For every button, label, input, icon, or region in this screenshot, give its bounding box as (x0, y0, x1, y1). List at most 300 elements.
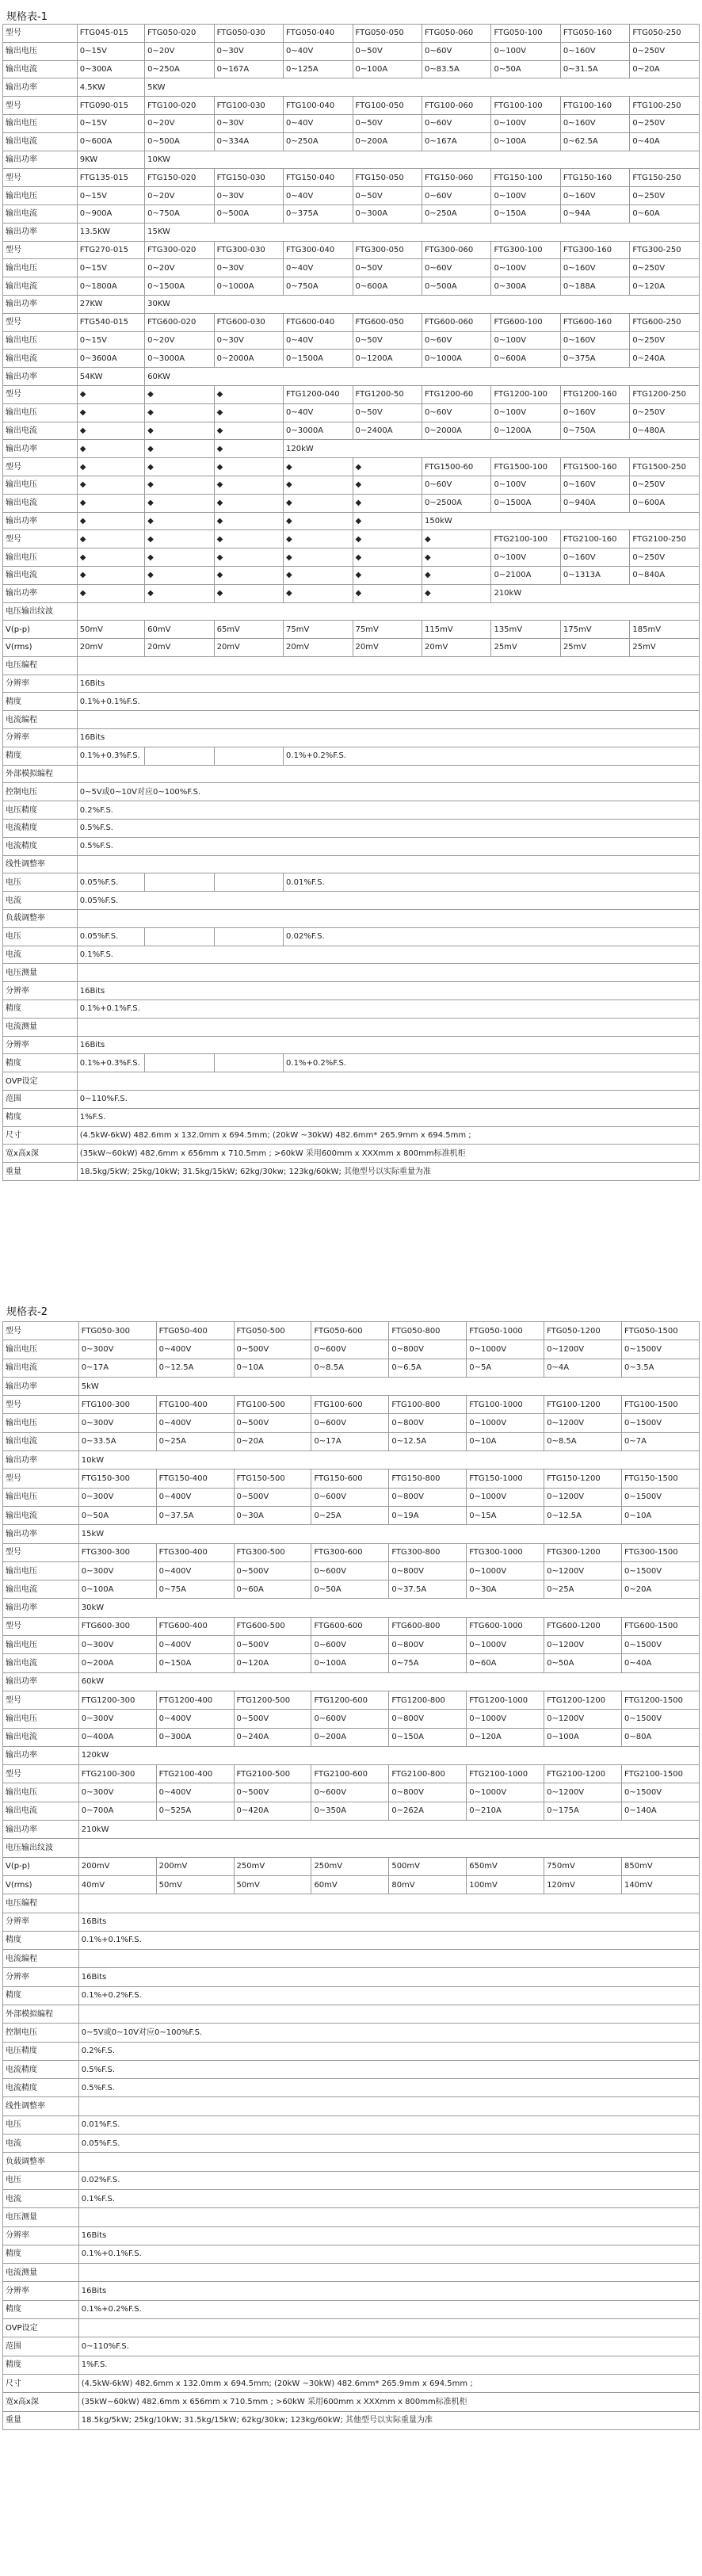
spec-cell: 0~160V (560, 548, 629, 567)
spec-cell: 0~250A (145, 60, 214, 78)
spec-cell: 0~20A (234, 1432, 311, 1450)
spec-cell: FTG1200-250 (630, 385, 700, 403)
row-label: 输出功率 (3, 295, 78, 313)
table-row (3, 602, 700, 621)
na-diamond: ◆ (353, 458, 422, 476)
row-label: 分辨率 (3, 1036, 78, 1054)
table-row (3, 97, 700, 115)
spec-cell: 0~940A (560, 494, 629, 512)
table-row (3, 2005, 700, 2023)
empty-cell (78, 1950, 699, 1968)
spec-cell: 115mV (422, 621, 490, 639)
spec-cell: 1%F.S. (77, 1108, 699, 1126)
group-heading: 外部模拟编程 (3, 2005, 79, 2023)
spec-cell: FTG2100-1200 (544, 1765, 622, 1783)
spec-cell: 0~25A (544, 1580, 622, 1599)
row-label: 型号 (3, 1396, 79, 1414)
table-row (3, 855, 700, 873)
spec-cell: 0~100V (491, 259, 560, 277)
spec-cell: 4.5KW (77, 78, 144, 97)
spec-cell: 0~100V (491, 114, 560, 132)
spec-cell: 0~1500V (622, 1488, 700, 1506)
spec-cell: 16Bits (77, 982, 699, 1000)
spec-cell: 0~50A (311, 1580, 389, 1599)
table-row (3, 1913, 700, 1931)
spec-cell: 0.1%+0.1%F.S. (78, 1931, 699, 1949)
spec-cell: 0~60V (422, 476, 490, 494)
spec-cell: 0~420A (234, 1802, 311, 1820)
spec-cell: 0~600A (491, 350, 560, 368)
na-diamond: ◆ (145, 385, 214, 403)
spec-cell: 0~30A (467, 1580, 544, 1599)
spec-cell: 0~125A (284, 60, 353, 78)
row-label: 输出电流 (3, 1802, 79, 1820)
spec-cell: 20mV (284, 639, 353, 657)
table-row (3, 1018, 700, 1036)
spec-cell: (4.5kW-6kW) 482.6mm x 132.0mm x 694.5mm; (20kW ~30kW) 482.6mm* 265.9mm x 694.5mm ; (78, 2374, 699, 2392)
spec-cell: 0~5V或0~10V对应0~100%F.S. (77, 783, 699, 801)
spec-cell: 0.1%+0.3%F.S. (77, 1054, 144, 1072)
table-row (3, 1580, 700, 1599)
spec-cell: 75mV (353, 621, 422, 639)
spec-cell: 0~188A (560, 277, 629, 296)
table-row (3, 656, 700, 675)
spec-cell: 16Bits (77, 1036, 699, 1054)
spec-cell: 0.01%F.S. (78, 2115, 699, 2134)
table-row (3, 2135, 700, 2153)
spec-cell: 0~20A (630, 60, 700, 78)
na-diamond: ◆ (77, 403, 144, 422)
spec-cell: FTG600-250 (630, 313, 700, 331)
table-row (3, 1617, 700, 1635)
spec-cell: 0~37.5A (389, 1580, 467, 1599)
spec-cell: 0~375A (560, 350, 629, 368)
na-diamond: ◆ (77, 385, 144, 403)
spec-cell: 0.1%+0.1%F.S. (77, 693, 699, 711)
row-label: 输出电压 (3, 1783, 79, 1802)
table-row (3, 295, 700, 313)
spec-cell: 0~30V (214, 42, 283, 60)
spec-cell: 0~17A (311, 1432, 389, 1450)
empty-cell (78, 2005, 699, 2023)
table-row (3, 584, 700, 602)
spec-cell: 0~100V (491, 42, 560, 60)
row-label: 分辨率 (3, 982, 78, 1000)
table-row (3, 2208, 700, 2226)
table-row (3, 566, 700, 584)
table-row (3, 223, 700, 241)
spec-cell: FTG150-160 (560, 169, 629, 187)
spec-cell: (35kW~60kW) 482.6mm x 656mm x 710.5mm ; >60kW 采用600mm x XXXmm x 800mm标准机柜 (77, 1145, 699, 1163)
spec-cell: 0~4A (544, 1359, 622, 1377)
table-row (3, 964, 700, 982)
spec-cell: FTG150-060 (422, 169, 490, 187)
spec-table-2 (2, 1321, 700, 2430)
table-row (3, 1599, 700, 1617)
spec-cell: 0~40V (284, 403, 353, 422)
table-row (3, 1359, 700, 1377)
spec-cell: 0~400V (156, 1710, 234, 1728)
spec-cell: 0~100V (491, 548, 560, 567)
row-label: 输出电流 (3, 204, 78, 223)
row-label: 型号 (3, 530, 78, 548)
na-diamond: ◆ (353, 584, 422, 602)
spec-cell: 30kW (78, 1599, 699, 1617)
na-diamond: ◆ (422, 548, 490, 567)
spec-cell: 60kW (78, 1672, 699, 1691)
table-row (3, 2115, 700, 2134)
spec-cell: FTG600-600 (311, 1617, 389, 1635)
spec-cell: FTG100-020 (145, 97, 214, 115)
spec-cell: 0~1000A (422, 350, 490, 368)
row-label: V(p-p) (3, 1857, 79, 1875)
row-label: 型号 (3, 1470, 79, 1488)
na-diamond: ◆ (214, 548, 283, 567)
table-row (3, 729, 700, 747)
row-label: 输出电压 (3, 548, 78, 567)
table-row (3, 693, 700, 711)
group-heading: 线性调整率 (3, 2097, 79, 2115)
table-row (3, 277, 700, 296)
row-label: 输出功率 (3, 78, 78, 97)
spec-cell: 0~160V (560, 187, 629, 205)
spec-cell: 0~300V (78, 1561, 156, 1580)
spec-cell: 0~50V (353, 42, 422, 60)
row-label: 输出功率 (3, 584, 78, 602)
spec-cell: FTG2100-250 (630, 530, 700, 548)
spec-cell: 0~800V (389, 1414, 467, 1432)
table-row (3, 1950, 700, 1968)
group-heading: 负载调整率 (3, 910, 78, 928)
spec-cell: 0~5V或0~10V对应0~100%F.S. (78, 2024, 699, 2042)
empty-cell (78, 2264, 699, 2282)
row-label: 范围 (3, 2337, 79, 2356)
spec-cell: 0.2%F.S. (78, 2042, 699, 2060)
spec-cell: 0~500V (234, 1561, 311, 1580)
row-label: 输出功率 (3, 1746, 79, 1764)
spec-cell: FTG1200-600 (311, 1691, 389, 1709)
spec-cell: 0~200A (311, 1728, 389, 1746)
row-label: 型号 (3, 385, 78, 403)
spec-cell: 0~400V (156, 1340, 234, 1359)
empty-cell (78, 2319, 699, 2337)
spec-cell: FTG100-160 (560, 97, 629, 115)
na-diamond: ◆ (145, 458, 214, 476)
spec-cell: 135mV (491, 621, 560, 639)
spec-cell: FTG100-030 (214, 97, 283, 115)
row-label: 分辨率 (3, 2282, 79, 2300)
spec-cell: 0~900A (77, 204, 144, 223)
spec-cell: 0.05%F.S. (78, 2135, 699, 2153)
spec-cell: 0~60V (422, 42, 490, 60)
spec-cell: 0~20V (145, 187, 214, 205)
na-diamond: ◆ (284, 548, 353, 567)
na-diamond: ◆ (145, 403, 214, 422)
row-label: 输出电压 (3, 114, 78, 132)
spec-cell: FTG050-1000 (467, 1322, 544, 1340)
spec-cell: FTG100-050 (353, 97, 422, 115)
table-row (3, 1672, 700, 1691)
table-row (3, 331, 700, 350)
group-heading: 电流测量 (3, 1018, 78, 1036)
spec-cell: 0~750A (284, 277, 353, 296)
spec-cell: 0~1500V (622, 1710, 700, 1728)
spec-cell: 0.2%F.S. (77, 801, 699, 820)
spec-cell: 0~37.5A (156, 1506, 234, 1524)
row-label: 输出电流 (3, 1359, 79, 1377)
spec-cell: 0~250V (630, 403, 700, 422)
spec-cell: FTG100-1500 (622, 1396, 700, 1414)
row-label: 型号 (3, 169, 78, 187)
row-label: 输出电流 (3, 1654, 79, 1672)
group-heading: 电流编程 (3, 1950, 79, 1968)
spec-cell: 0.1%+0.3%F.S. (77, 747, 144, 765)
na-diamond: ◆ (145, 548, 214, 567)
spec-cell: 850mV (622, 1857, 700, 1875)
spec-cell: FTG300-020 (145, 241, 214, 259)
na-diamond: ◆ (77, 512, 144, 530)
table-row (3, 1968, 700, 1986)
row-label: 尺寸 (3, 2374, 79, 2392)
spec-cell: FTG1200-1200 (544, 1691, 622, 1709)
table-row (3, 1396, 700, 1414)
spec-cell: 0~1200V (544, 1710, 622, 1728)
row-label: 型号 (3, 1322, 79, 1340)
na-diamond: ◆ (214, 512, 283, 530)
spec-cell: 0~83.5A (422, 60, 490, 78)
na-diamond: ◆ (145, 584, 214, 602)
empty-cell (77, 765, 699, 783)
na-diamond: ◆ (77, 476, 144, 494)
row-label: 精度 (3, 1054, 78, 1072)
spec-cell: 0~500V (234, 1414, 311, 1432)
table-row (3, 1931, 700, 1949)
spec-cell: 0.5%F.S. (78, 2079, 699, 2097)
spec-cell: 0~800V (389, 1561, 467, 1580)
spec-cell: 0~19A (389, 1506, 467, 1524)
spec-cell: 0.01%F.S. (284, 873, 700, 892)
spec-cell: 0~40V (284, 42, 353, 60)
group-heading: 电压测量 (3, 2208, 79, 2226)
spec-cell: FTG600-500 (234, 1617, 311, 1635)
spec-cell: FTG050-030 (214, 25, 283, 43)
empty-cell (77, 964, 699, 982)
table-row (3, 25, 700, 43)
table-row (3, 114, 700, 132)
spec-cell: 20mV (145, 639, 214, 657)
spec-cell: 0~600A (353, 277, 422, 296)
table-row (3, 2356, 700, 2374)
na-diamond: ◆ (214, 476, 283, 494)
table-row (3, 440, 700, 458)
spec-cell: 0~160V (560, 42, 629, 60)
na-diamond: ◆ (353, 548, 422, 567)
spec-cell: 0~334A (214, 132, 283, 151)
spec-cell: 0~600A (77, 132, 144, 151)
table-row (3, 892, 700, 910)
spec-cell: 0~160V (560, 403, 629, 422)
spec-cell: 0~400V (156, 1561, 234, 1580)
row-label: 输出功率 (3, 440, 78, 458)
spec-cell: 0~60V (422, 187, 490, 205)
spec-cell: FTG300-500 (234, 1543, 311, 1561)
table-row (3, 2319, 700, 2337)
spec-cell: 16Bits (78, 1913, 699, 1931)
spec-cell: 120kW (284, 440, 700, 458)
spec-cell: FTG050-600 (311, 1322, 389, 1340)
spec-cell: FTG050-1200 (544, 1322, 622, 1340)
row-label: 输出电流 (3, 1506, 79, 1524)
row-label: 精度 (3, 693, 78, 711)
table-row (3, 2153, 700, 2171)
empty-cell (78, 1894, 699, 1913)
spec-cell: 0~300V (78, 1783, 156, 1802)
row-label: 分辨率 (3, 675, 78, 693)
table-row (3, 711, 700, 729)
spec-cell: 0~3000A (284, 422, 353, 440)
table-row (3, 2300, 700, 2318)
spec-cell: 30KW (145, 295, 700, 313)
row-label: 输出电压 (3, 1340, 79, 1359)
section-title: 规格表-1 (6, 11, 48, 23)
table-row (3, 241, 700, 259)
spec-cell: FTG150-500 (234, 1470, 311, 1488)
spec-cell: 0~750A (145, 204, 214, 223)
group-heading: 电压输出纹波 (3, 602, 78, 621)
row-label: 输出功率 (3, 1672, 79, 1691)
table-row (3, 2411, 700, 2429)
spec-cell: FTG1200-1000 (467, 1691, 544, 1709)
na-diamond: ◆ (77, 530, 144, 548)
row-label: 型号 (3, 313, 78, 331)
spec-cell: 0~30V (214, 187, 283, 205)
spec-cell: FTG1500-160 (560, 458, 629, 476)
spec-cell: 210kW (491, 584, 700, 602)
table-row (3, 2042, 700, 2060)
spec-cell: 0~6.5A (389, 1359, 467, 1377)
spec-cell: 0~17A (78, 1359, 156, 1377)
row-label: 型号 (3, 1543, 79, 1561)
spec-cell: 0~1500V (622, 1340, 700, 1359)
table-row (3, 2171, 700, 2189)
spec-cell: 0~300V (78, 1340, 156, 1359)
spec-cell: 0~250A (284, 132, 353, 151)
table-row (3, 910, 700, 928)
row-label: 输出电流 (3, 422, 78, 440)
spec-cell: 0~31.5A (560, 60, 629, 78)
table-row (3, 1451, 700, 1470)
row-label: 输出功率 (3, 1451, 79, 1470)
table-row (3, 837, 700, 855)
spec-cell: 750mV (544, 1857, 622, 1875)
spec-cell: 0~300V (78, 1414, 156, 1432)
spec-cell: 120kW (78, 1746, 699, 1764)
na-diamond: ◆ (145, 476, 214, 494)
spec-cell: 0~400V (156, 1414, 234, 1432)
spec-cell: 0~160V (560, 114, 629, 132)
spec-cell: 0~40V (284, 114, 353, 132)
spec-cell: FTG135-015 (77, 169, 144, 187)
spec-cell: 0~300A (77, 60, 144, 78)
table-row (3, 1543, 700, 1561)
spec-cell: 0~150A (156, 1654, 234, 1672)
row-label: 电压 (3, 927, 78, 946)
spec-cell: 0~300A (156, 1728, 234, 1746)
empty-cell (77, 656, 699, 675)
spec-cell: 0~150A (491, 204, 560, 223)
spec-cell: FTG100-250 (630, 97, 700, 115)
spec-cell: 0~250A (422, 204, 490, 223)
spec-cell: 0~300V (78, 1710, 156, 1728)
spec-cell: FTG600-800 (389, 1617, 467, 1635)
spec-cell: 0~800V (389, 1783, 467, 1802)
row-label: 输出电流 (3, 350, 78, 368)
na-diamond: ◆ (145, 494, 214, 512)
table-row (3, 1654, 700, 1672)
table-row (3, 1894, 700, 1913)
na-diamond: ◆ (145, 566, 214, 584)
spec-cell: 0.1%+0.2%F.S. (284, 747, 700, 765)
spec-cell: 0~250V (630, 187, 700, 205)
na-diamond: ◆ (284, 458, 353, 476)
spec-cell: 0~1500V (622, 1783, 700, 1802)
table-row (3, 151, 700, 169)
table-row (3, 187, 700, 205)
table-row (3, 675, 700, 693)
spec-cell: 25mV (491, 639, 560, 657)
spec-cell: 20mV (422, 639, 490, 657)
table-row (3, 1728, 700, 1746)
table-row (3, 78, 700, 97)
spec-cell: 0~1200A (353, 350, 422, 368)
table-row (3, 1340, 700, 1359)
table-row (3, 1091, 700, 1109)
spec-cell: 200mV (156, 1857, 234, 1875)
spec-cell: 0~500V (234, 1488, 311, 1506)
spec-cell: FTG600-060 (422, 313, 490, 331)
spec-cell: FTG150-030 (214, 169, 283, 187)
row-label: 重量 (3, 2411, 79, 2429)
spec-cell: 0~1000V (467, 1414, 544, 1432)
na-diamond: ◆ (284, 512, 353, 530)
table-row (3, 548, 700, 567)
spec-cell: 0~800V (389, 1340, 467, 1359)
na-diamond: ◆ (214, 566, 283, 584)
spec-cell: 65mV (214, 621, 283, 639)
spec-cell: 0~60V (422, 259, 490, 277)
empty-cell (77, 1018, 699, 1036)
spec-cell: FTG600-050 (353, 313, 422, 331)
spec-cell: 0~500A (145, 132, 214, 151)
table-row (3, 2024, 700, 2042)
spec-cell: 0~20V (145, 331, 214, 350)
spec-cell: 0~60V (422, 331, 490, 350)
table-row (3, 403, 700, 422)
row-label: 控制电压 (3, 783, 78, 801)
na-diamond: ◆ (422, 584, 490, 602)
spec-cell: 0~100A (353, 60, 422, 78)
spec-cell: 0~1000V (467, 1636, 544, 1654)
row-label: 输出电流 (3, 277, 78, 296)
spec-cell: 0~1200V (544, 1488, 622, 1506)
row-label: 输出电流 (3, 60, 78, 78)
spec-cell: FTG300-1500 (622, 1543, 700, 1561)
spec-cell: 13.5KW (77, 223, 144, 241)
row-label: 电流精度 (3, 2079, 79, 2097)
spec-cell: 0~400V (156, 1783, 234, 1802)
spec-cell: 0~200A (353, 132, 422, 151)
spec-cell (145, 747, 214, 765)
